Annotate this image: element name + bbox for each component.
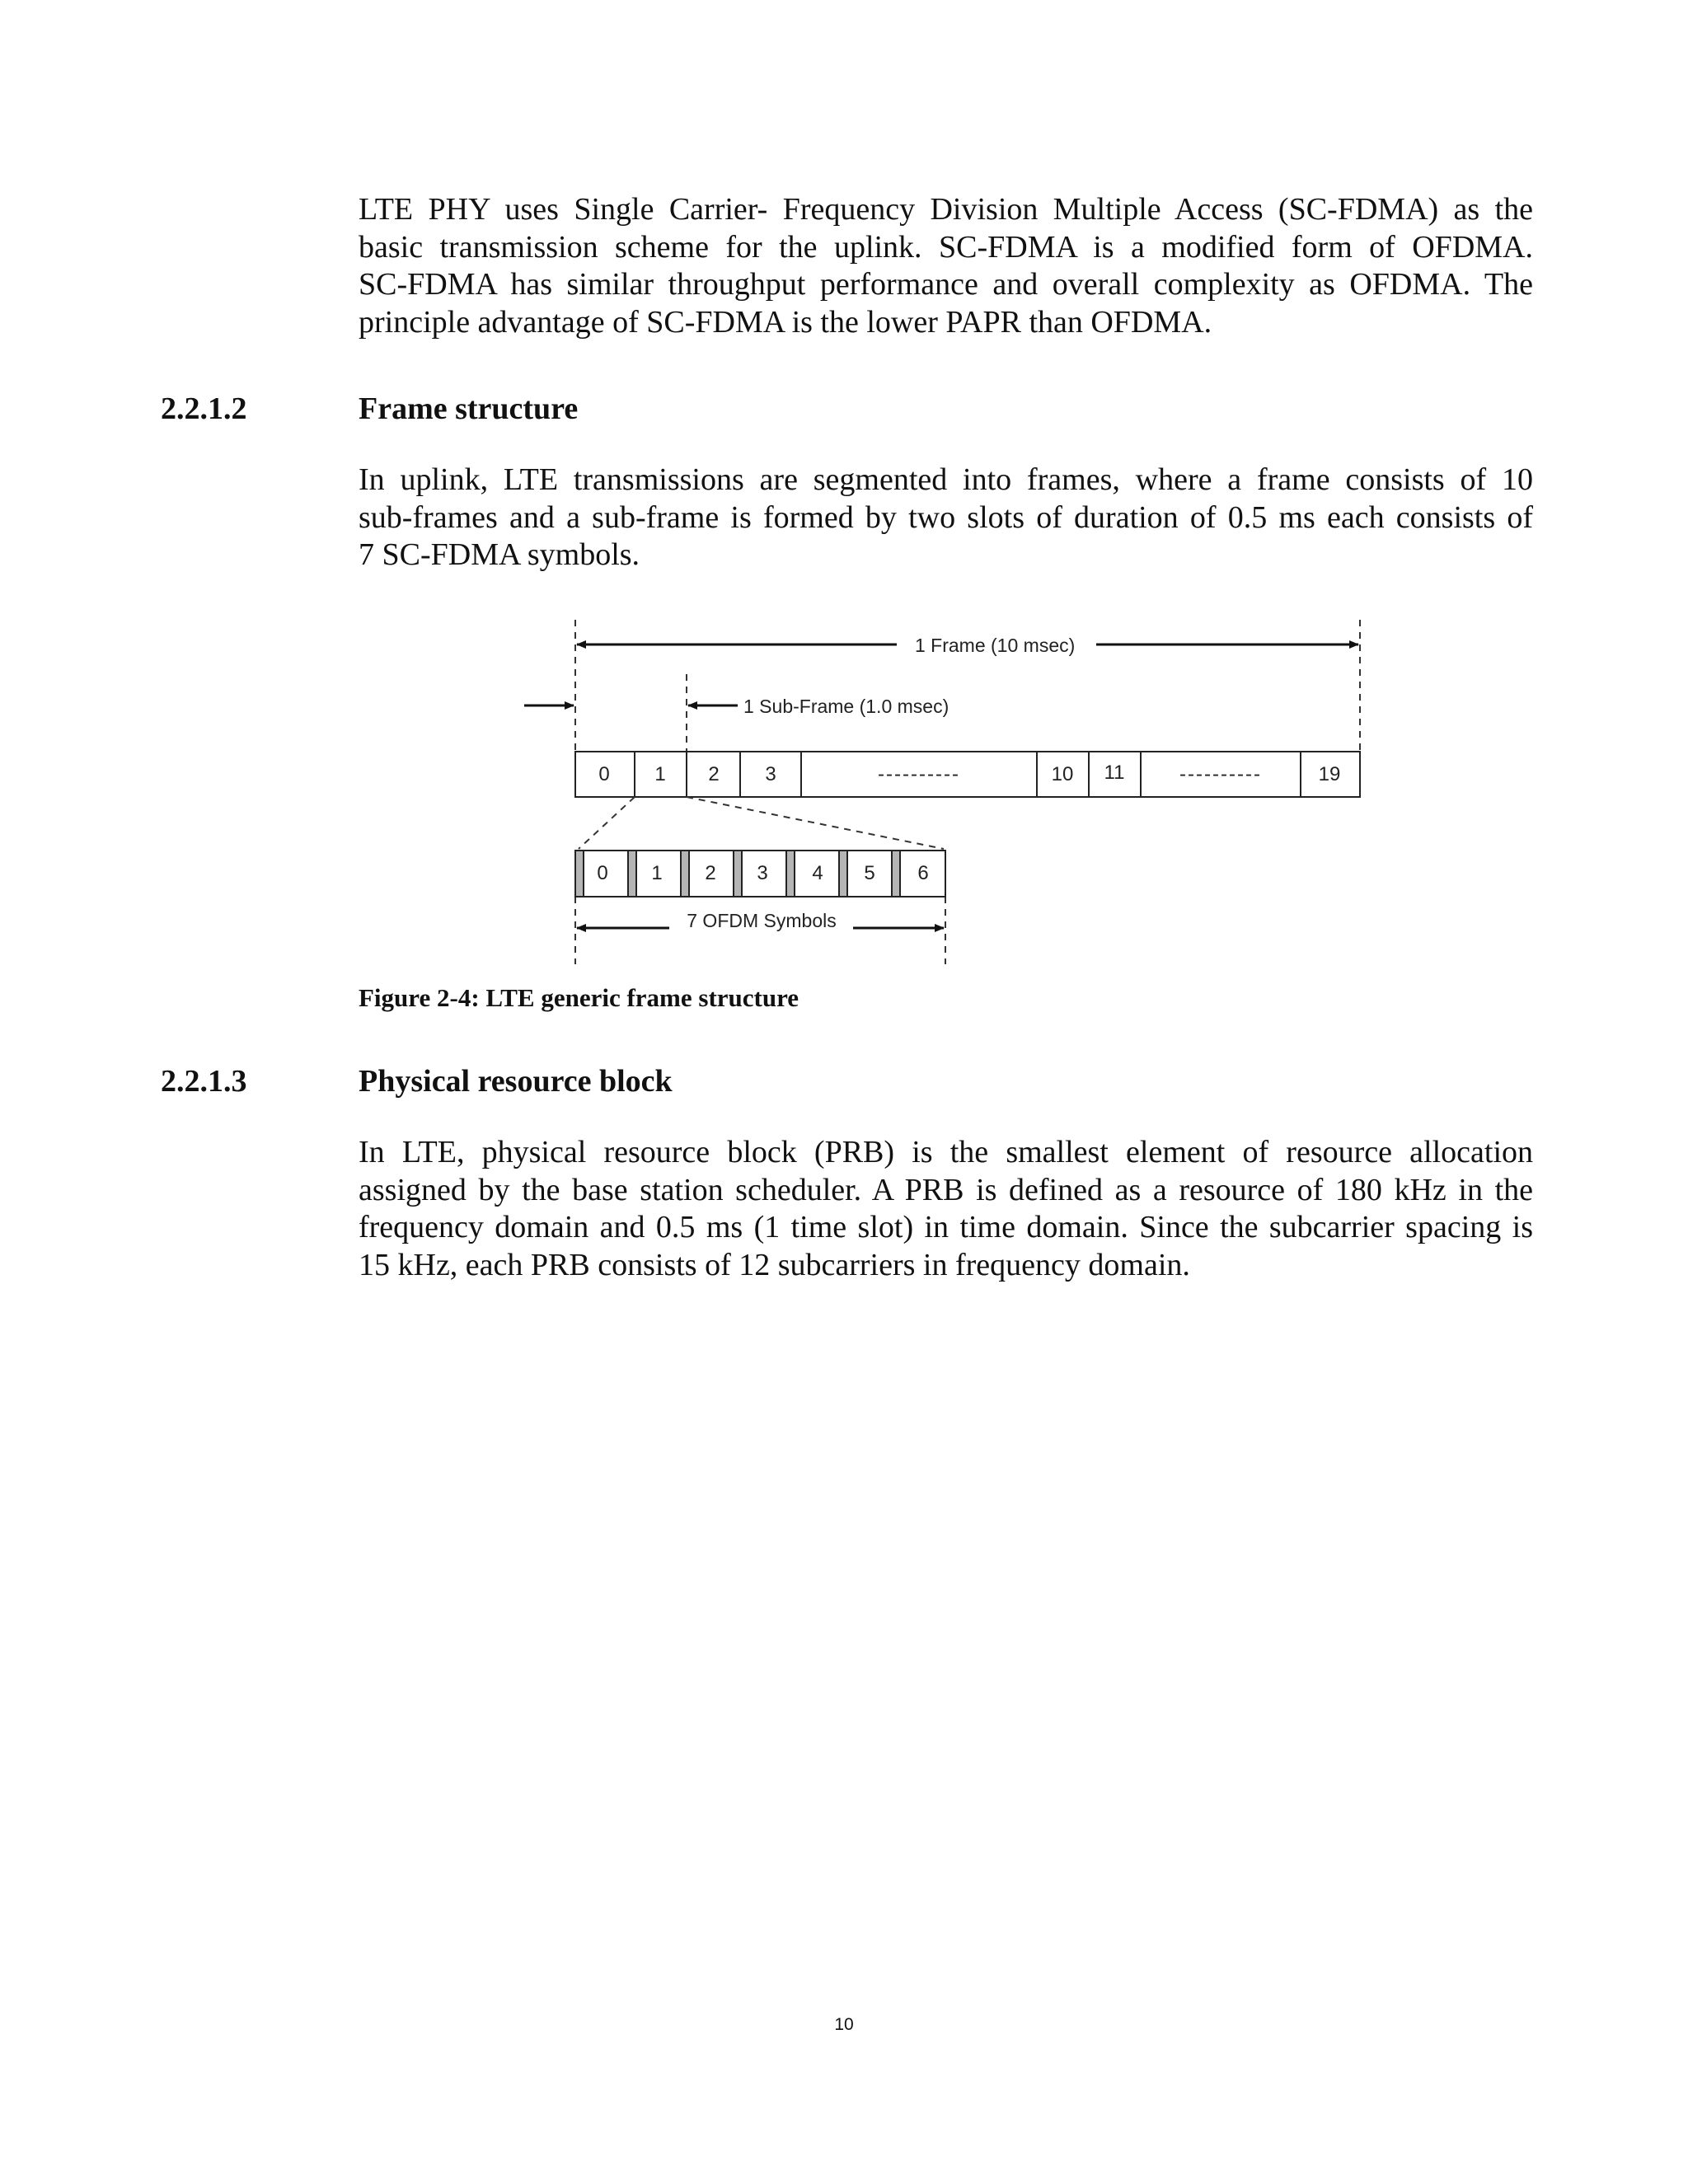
symbol-label: 2	[705, 862, 716, 884]
slot-ellipsis: ----------	[1179, 763, 1262, 785]
symbol-label: 0	[597, 862, 608, 884]
paragraph-line: In LTE, physical resource block (PRB) is the smallest element of resource allocation	[359, 1135, 1533, 1169]
paragraph-line: SC-FDMA has similar throughput performance and overall complexity as OFDMA. The	[359, 267, 1533, 302]
cyclic-prefix	[681, 851, 689, 897]
symbol-label: 3	[757, 862, 768, 884]
section-title: Frame structure	[359, 391, 579, 426]
cyclic-prefix	[734, 851, 742, 897]
prb-paragraph	[359, 1134, 1533, 1284]
slot-label: 0	[598, 763, 610, 785]
slot-ellipsis: ----------	[878, 763, 960, 785]
slot-label: 10	[1051, 763, 1074, 785]
paragraph-line: LTE PHY uses Single Carrier- Frequency Division Multiple Access (SC-FDMA) as the	[359, 192, 1533, 227]
slot-label: 2	[708, 763, 720, 785]
page-number: 10	[834, 2015, 854, 2034]
symbol-label: 4	[812, 862, 823, 884]
cyclic-prefix	[575, 851, 584, 897]
slot-label: 19	[1318, 763, 1341, 785]
expansion-line-right	[687, 797, 944, 849]
symbols-label: 7 OFDM Symbols	[687, 910, 837, 931]
section-number: 2.2.1.2	[161, 391, 247, 426]
figure-caption: Figure 2-4: LTE generic frame structure	[359, 983, 799, 1012]
section-title: Physical resource block	[359, 1064, 673, 1099]
frame-label: 1 Frame (10 msec)	[915, 635, 1076, 656]
paragraph-line: 7 SC-FDMA symbols.	[359, 537, 640, 572]
section-number: 2.2.1.3	[161, 1064, 247, 1099]
cyclic-prefix	[786, 851, 795, 897]
slot-label: 3	[765, 763, 776, 785]
cyclic-prefix	[839, 851, 847, 897]
expansion-line-left	[579, 797, 635, 849]
cyclic-prefix	[628, 851, 636, 897]
slot-label: 11	[1104, 762, 1125, 784]
symbol-label: 6	[917, 862, 929, 884]
paragraph-line: sub-frames and a sub-frame is formed by two slots of duration of 0.5 ms each consists of	[359, 499, 1533, 535]
paragraph-line: assigned by the base station scheduler. A PRB is defined as a resource of 180 kHz in the	[359, 1172, 1533, 1207]
paragraph-line: basic transmission scheme for the uplink. SC-FDMA is a modified form of OFDMA.	[359, 229, 1533, 265]
symbol-label: 1	[651, 862, 663, 884]
cyclic-prefix	[892, 851, 900, 897]
paragraph-line: 15 kHz, each PRB consists of 12 subcarriers in frequency domain.	[359, 1247, 1190, 1282]
slot-label: 1	[654, 763, 666, 785]
paragraph-line: In uplink, LTE transmissions are segmented into frames, where a frame consists of 10	[359, 462, 1533, 497]
symbol-label: 5	[864, 862, 875, 884]
subframe-label: 1 Sub-Frame (1.0 msec)	[743, 696, 950, 717]
paragraph-line: frequency domain and 0.5 ms (1 time slot) in time domain. Since the subcarrier spacing is	[359, 1210, 1533, 1244]
paragraph-line: principle advantage of SC-FDMA is the lower PAPR than OFDMA.	[359, 304, 1212, 340]
